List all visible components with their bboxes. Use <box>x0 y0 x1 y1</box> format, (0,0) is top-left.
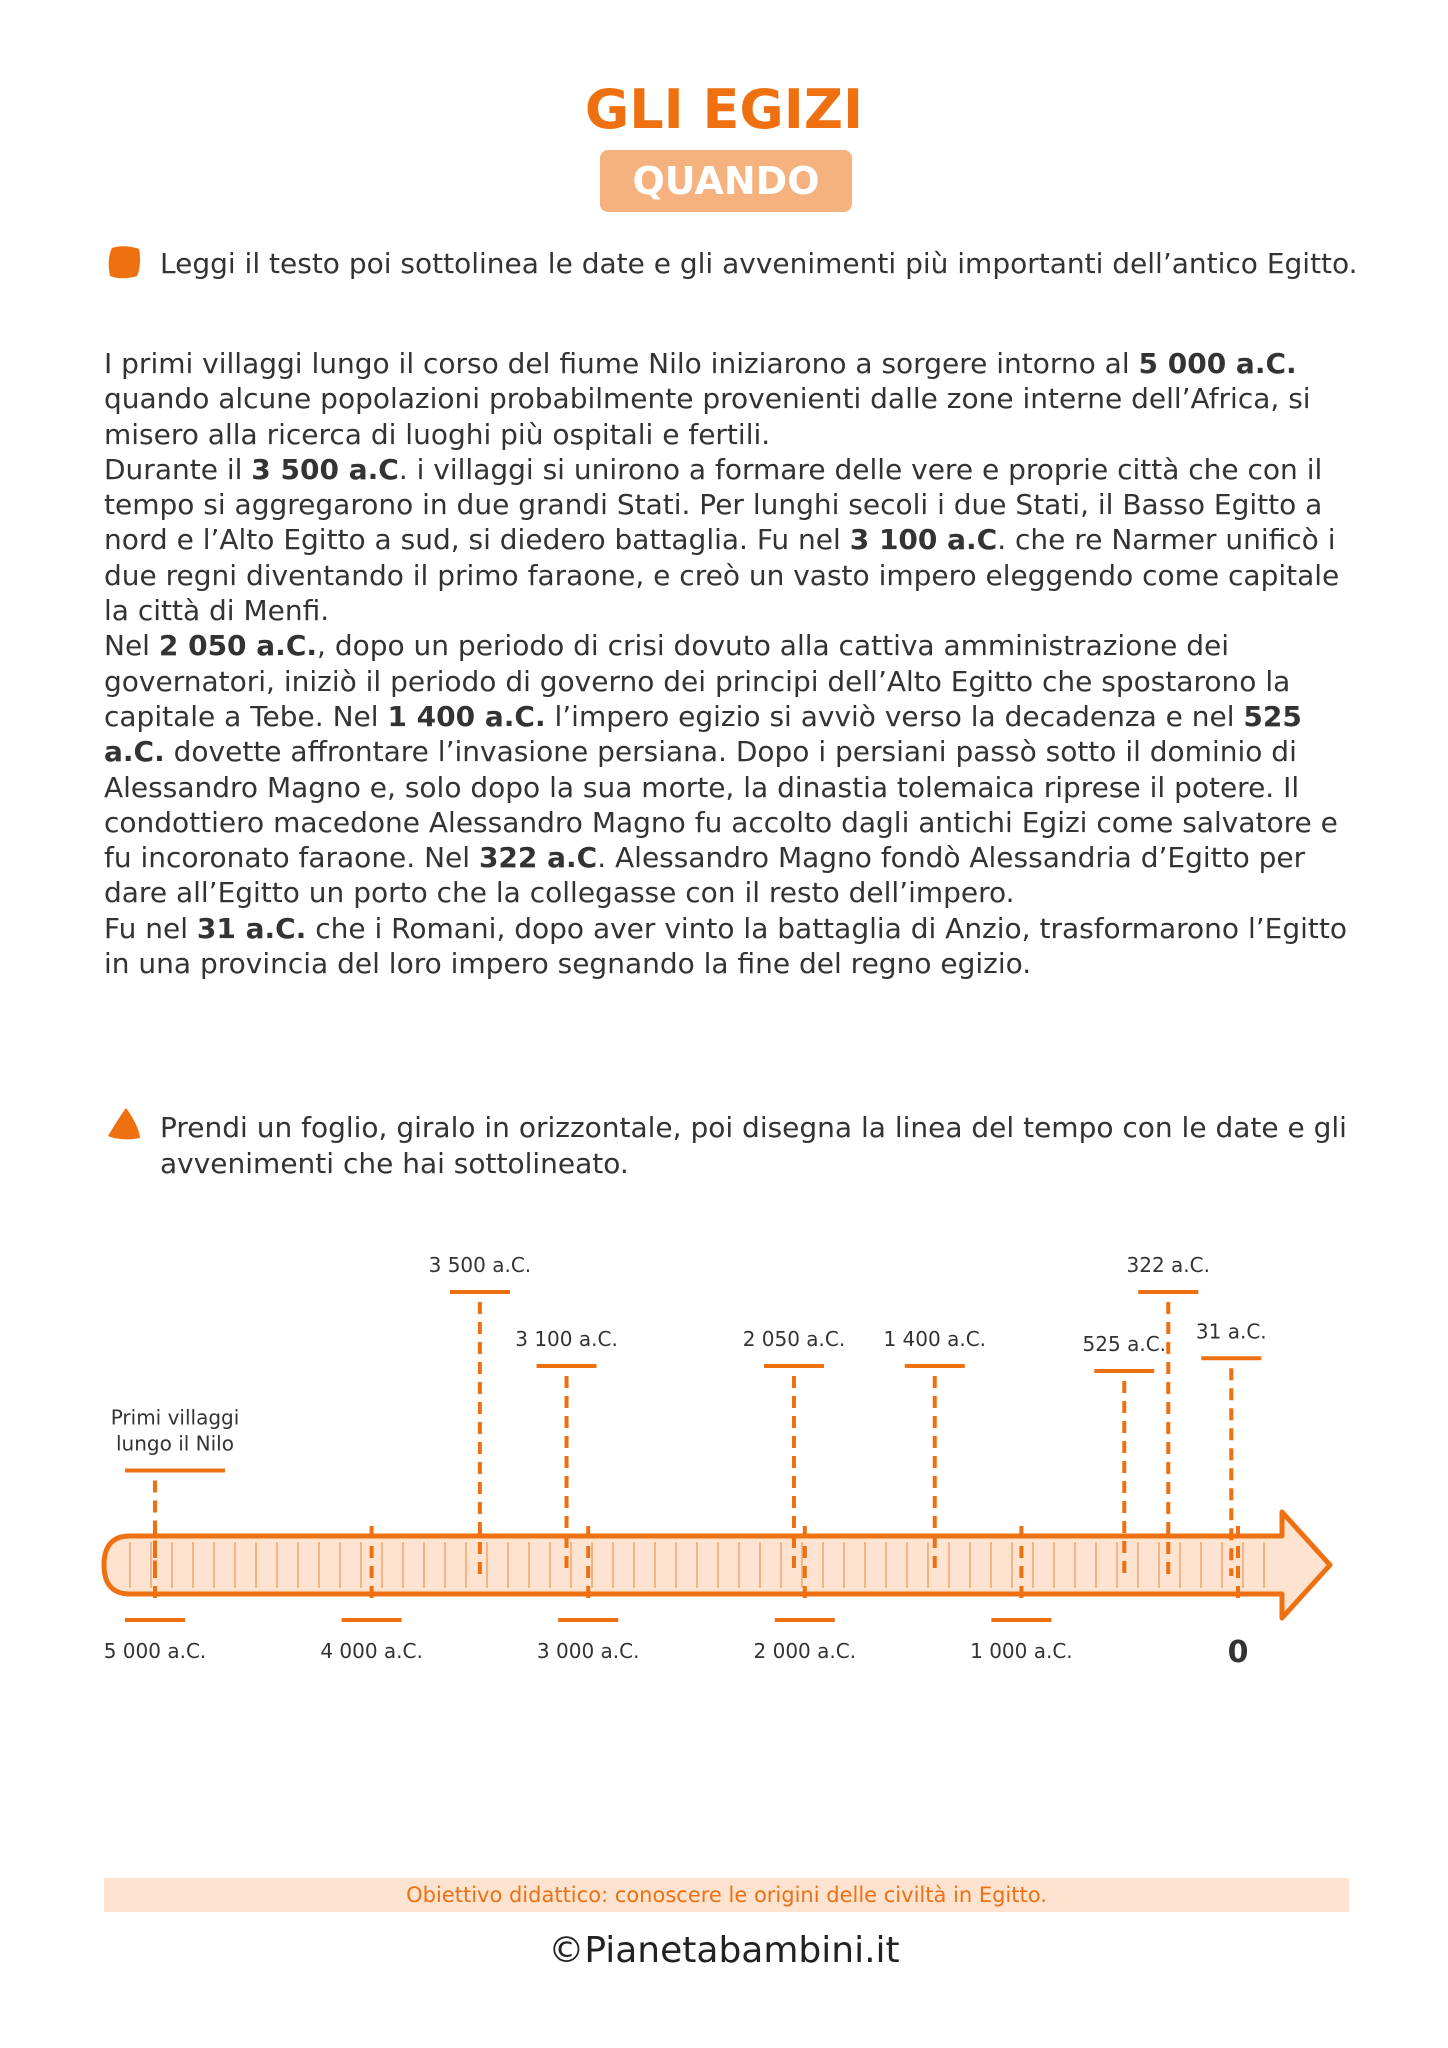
axis-label: 4 000 a.C. <box>320 1639 423 1663</box>
event-label: 2 050 a.C. <box>742 1326 846 1351</box>
text-segment: quando alcune popolazioni probabilmente provenienti dalle zone interne dell’Africa, si misero alla ricerca di luoghi più ospitali e fertili. <box>104 382 1311 451</box>
date-highlight: 322 a.C <box>478 841 598 875</box>
timeline-event <box>429 1253 532 1576</box>
paragraph-1 <box>104 346 1364 452</box>
exercise-1-instruction: Leggi il testo poi sottolinea le date e gli avvenimenti più importanti dell’antico Egitto. <box>160 247 1358 280</box>
text-segment: . che re Narmer unificò i due regni diventando il primo faraone, e creò un vasto impero eleggendo come capitale la città di Menfi. <box>104 523 1340 628</box>
timeline-diagram <box>90 1250 1370 1690</box>
timeline-event <box>1127 1253 1210 1576</box>
section-badge: QUANDO <box>600 150 852 212</box>
axis-label: 2 000 a.C. <box>753 1639 857 1663</box>
date-highlight: 525 a.C. <box>104 699 1302 769</box>
page-title: GLI EGIZI <box>584 78 864 141</box>
text-segment: . Alessandro Magno fondò Alessandria d’Egitto per dare all’Egitto un porto che la collegasse con il resto dell’impero. <box>104 841 1306 910</box>
date-highlight: 31 a.C. <box>196 911 307 945</box>
reading-text <box>104 346 1364 981</box>
event-label: lungo il Nilo <box>116 1431 234 1456</box>
event-label: Primi villaggi <box>110 1405 240 1430</box>
text-segment: che i Romani, dopo aver vinto la battaglia di Anzio, trasformarono l’Egitto in una provincia del loro impero segnando la fine del regno egizio. <box>104 911 1347 981</box>
text-segment: l’impero egizio si avviò verso la decadenza e nel <box>545 699 1244 733</box>
event-label: 3 500 a.C. <box>428 1253 532 1277</box>
date-highlight: 1 400 a.C. <box>387 699 546 733</box>
text-segment: I primi villaggi lungo il corso del fiume Nilo iniziarono a sorgere intorno al <box>104 347 1139 380</box>
event-label: 1 400 a.C. <box>883 1326 987 1351</box>
axis-label: 5 000 a.C. <box>103 1639 207 1663</box>
timeline-arrow <box>104 1512 1330 1618</box>
site-credit: ©Pianetabambini.it <box>548 1930 900 1971</box>
paragraph-4 <box>104 911 1364 982</box>
axis-label: 3 000 a.C. <box>536 1639 640 1663</box>
date-highlight: 3 100 a.C <box>849 523 998 557</box>
timeline-events <box>111 1253 1267 1576</box>
orange-square-blob-icon <box>106 244 142 280</box>
text-segment: , dopo un periodo di crisi dovuto alla cattiva amministrazione dei governatori, iniziò il periodo di governo dei principi dell’Alto Egitto che spostarono la capitale a Tebe. Nel <box>104 629 1291 733</box>
text-segment: dovette affrontare l’invasione persiana. Dopo i persiani passò sotto il dominio di Alessandro Magno e, solo dopo la sua morte, la dinastia tolemaica riprese il potere. Il condottiero macedone Alessandro Magno fu accolto dagli antichi Egizi come salvatore e fu incoronato faraone. Nel <box>104 735 1338 875</box>
event-label: 3 100 a.C. <box>515 1326 618 1351</box>
text-segment: Durante il <box>104 452 252 486</box>
learning-objective: Obiettivo didattico: conoscere le origini delle civiltà in Egitto. <box>104 1878 1349 1912</box>
exercise-2-instruction: Prendi un foglio, giralo in orizzontale, poi disegna la linea del tempo con le date e gli avvenimenti che hai sottolineato. <box>160 1111 1347 1180</box>
text-segment: . i villaggi si unirono a formare delle vere e proprie città che con il tempo si aggregarono in due grandi Stati. Per lunghi secoli i due Stati, il Basso Egitto a nord e l’Alto Egitto a sud, si diedero battaglia. Fu nel <box>104 452 1323 557</box>
axis-label: 0 <box>1227 1635 1249 1670</box>
date-highlight: 3 500 a.C <box>251 452 399 486</box>
text-segment: Fu nel <box>104 911 197 945</box>
date-highlight: 2 050 a.C. <box>158 629 318 663</box>
paragraph-2 <box>104 452 1364 628</box>
event-label: 31 a.C. <box>1195 1319 1267 1344</box>
event-label: 322 a.C. <box>1126 1253 1210 1277</box>
paragraph-3 <box>104 628 1364 910</box>
date-highlight: 5 000 a.C. <box>1138 347 1297 380</box>
orange-triangle-blob-icon <box>106 1106 142 1142</box>
event-label: 525 a.C. <box>1082 1332 1167 1357</box>
axis-label: 1 000 a.C. <box>970 1639 1073 1663</box>
text-segment: Nel <box>104 629 159 663</box>
